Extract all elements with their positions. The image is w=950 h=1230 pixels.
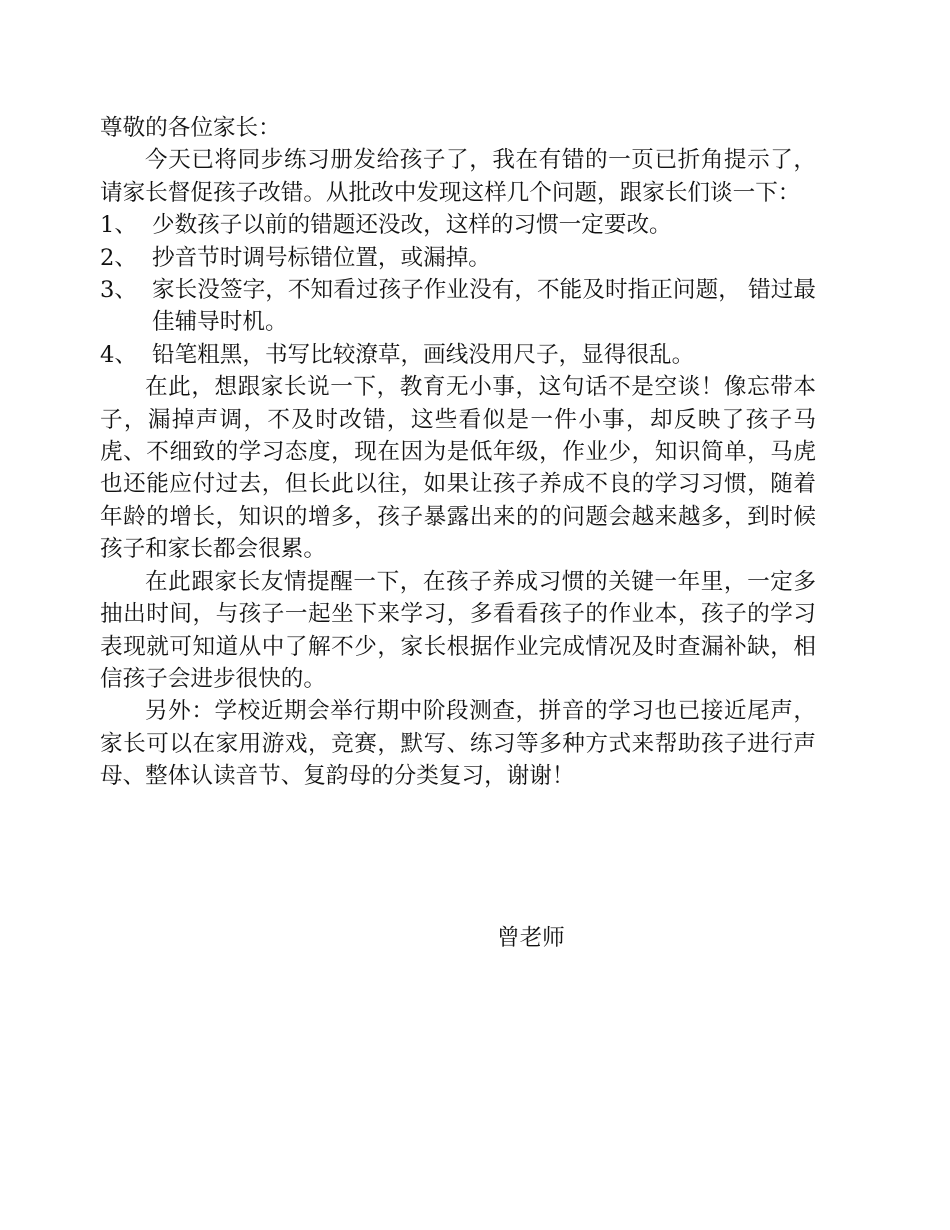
- intro-paragraph: 今天已将同步练习册发给孩子了，我在有错的一页已折角提示了，请家长督促孩子改错。从批改中发现这样几个问题，跟家长们谈一下：: [100, 147, 816, 206]
- salutation: 尊敬的各位家长：: [100, 115, 281, 141]
- list-item-number: 1、: [100, 212, 137, 239]
- list-item: [100, 209, 816, 241]
- list-item-text: 少数孩子以前的错题还没改，这样的习惯一定要改。: [152, 212, 672, 239]
- signature: 曾老师: [497, 925, 565, 951]
- list-item-text: 家长没签字，不知看过孩子作业没有，不能及时指正问题， 错过最佳辅导时机。: [152, 277, 816, 336]
- list-item: [100, 242, 816, 274]
- list-item-text: 抄音节时调号标错位置，或漏掉。: [152, 244, 491, 271]
- paragraph-education: 在此，想跟家长说一下，教育无小事，这句话不是空谈！像忘带本子，漏掉声调，不及时改错，这些看似是一件小事，却反映了孩子马虎、不细致的学习态度，现在因为是低年级，作业少，知识简单，马虎也还能应付过去，但长此以往，如果让孩子养成不良的学习习惯，随着年龄的增长，知识的增多，孩子暴露出来的的问题会越来越多，到时候孩子和家长都会很累。: [100, 374, 816, 563]
- paragraph-reminder: 在此跟家长友情提醒一下，在孩子养成习惯的关键一年里，一定多抽出时间，与孩子一起坐下来学习，多看看孩子的作业本，孩子的学习表现就可知道从中了解不少，家长根据作业完成情况及时查漏补缺，相信孩子会进步很快的。: [100, 568, 816, 692]
- list-item-text: 铅笔粗黑，书写比较潦草，画线没用尺子，显得很乱。: [152, 341, 695, 368]
- list-item-number: 3、: [100, 277, 137, 304]
- letter-body: [100, 112, 816, 793]
- list-item: [100, 274, 816, 339]
- paragraph-additional: 另外：学校近期会举行期中阶段测查，拼音的学习也已接近尾声，家长可以在家用游戏，竞赛，默写、练习等多种方式来帮助孩子进行声母、整体认读音节、复韵母的分类复习，谢谢！: [100, 698, 816, 790]
- list-item-number: 4、: [100, 341, 137, 368]
- list-item: [100, 339, 816, 371]
- list-item-number: 2、: [100, 244, 137, 271]
